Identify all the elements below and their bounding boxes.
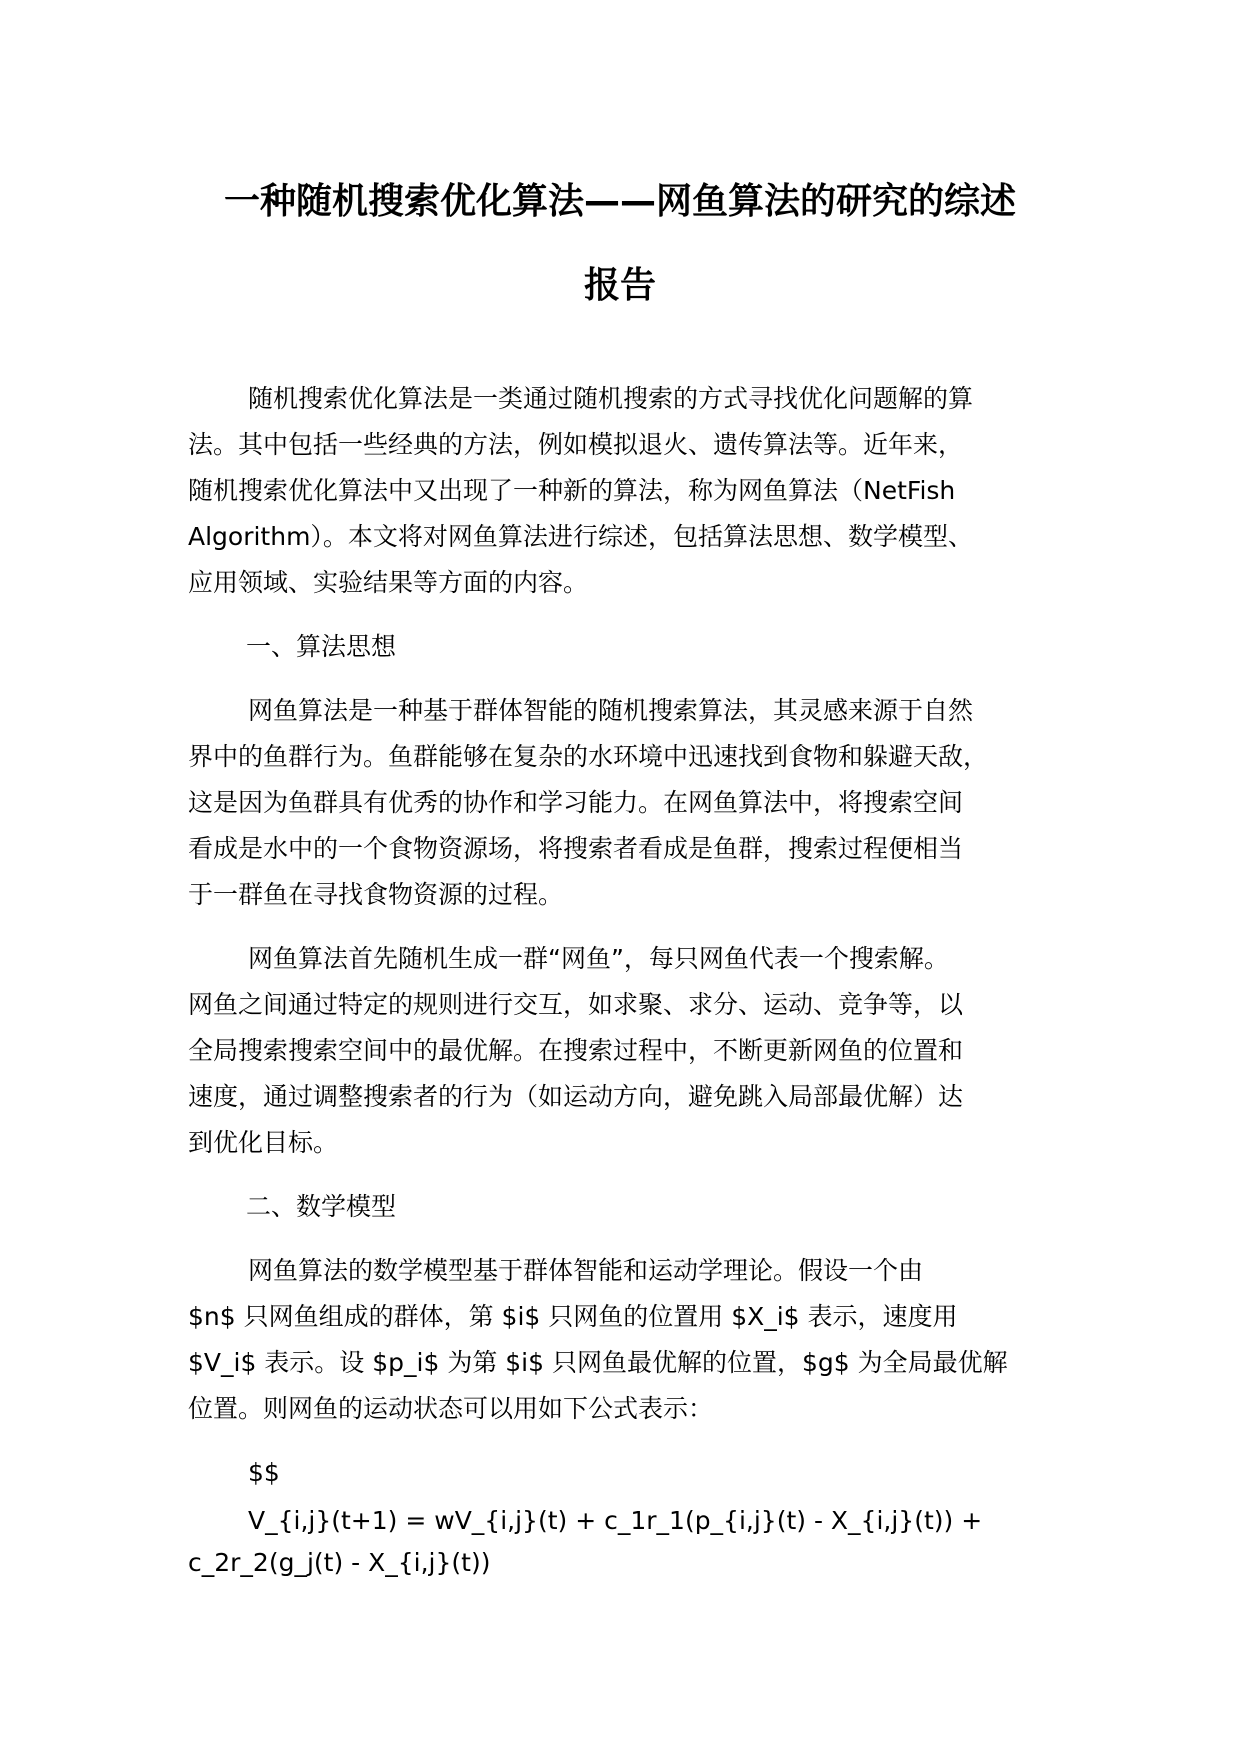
document-title-line-2: 报告 xyxy=(583,265,656,306)
paragraph-line: 网鱼算法是一种基于群体智能的随机搜索算法，其灵感来源于自然 xyxy=(248,696,974,725)
intro-line: 法。其中包括一些经典的方法，例如模拟退火、遗传算法等。近年来， xyxy=(188,430,964,459)
intro-paragraph xyxy=(188,376,1068,606)
paragraph-line: 看成是水中的一个食物资源场，将搜索者看成是鱼群，搜索过程便相当 xyxy=(188,834,964,863)
paragraph-line: 全局搜索搜索空间中的最优解。在搜索过程中，不断更新网鱼的位置和 xyxy=(188,1036,964,1065)
section-1-paragraph-2 xyxy=(188,936,1068,1166)
document-body xyxy=(188,376,1068,1584)
section-1-paragraph-1 xyxy=(188,688,1068,918)
paragraph-line: 界中的鱼群行为。鱼群能够在复杂的水环境中迅速找到食物和躲避天敌， xyxy=(188,742,989,771)
paragraph-line: 这是因为鱼群具有优秀的协作和学习能力。在网鱼算法中，将搜索空间 xyxy=(188,788,964,817)
paragraph-line: 于一群鱼在寻找食物资源的过程。 xyxy=(188,880,564,909)
intro-line: 随机搜索优化算法中又出现了一种新的算法，称为网鱼算法（NetFish xyxy=(188,476,956,505)
paragraph-line: $n$ 只网鱼组成的群体，第 $i$ 只网鱼的位置用 $X_i$ 表示，速度用 xyxy=(188,1302,958,1331)
section-2-paragraph-1 xyxy=(188,1248,1068,1432)
paragraph-line: 网鱼之间通过特定的规则进行交互，如求聚、求分、运动、竞争等，以 xyxy=(188,990,964,1019)
formula-line: V_{i,j}(t+1) = wV_{i,j}(t) + c_1r_1(p_{i,j}(t) - X_{i,j}(t)) + xyxy=(248,1506,983,1535)
document-title-line-1: 一种随机搜索优化算法——网鱼算法的研究的综述 xyxy=(223,181,1016,222)
formula-line: c_2r_2(g_j(t) - X_{i,j}(t)) xyxy=(188,1548,491,1577)
paragraph-line: 网鱼算法的数学模型基于群体智能和运动学理论。假设一个由 xyxy=(248,1256,924,1285)
paragraph-line: 速度，通过调整搜索者的行为（如运动方向，避免跳入局部最优解）达 xyxy=(188,1082,964,1111)
intro-line: Algorithm）。本文将对网鱼算法进行综述，包括算法思想、数学模型、 xyxy=(188,522,973,551)
velocity-formula xyxy=(188,1500,1068,1584)
formula-delimiter: $$ xyxy=(248,1458,280,1487)
intro-line: 随机搜索优化算法是一类通过随机搜索的方式寻找优化问题解的算 xyxy=(248,384,974,413)
paragraph-line: $V_i$ 表示。设 $p_i$ 为第 $i$ 只网鱼最优解的位置，$g$ 为全局最优解 xyxy=(188,1348,1008,1377)
paragraph-line: 网鱼算法首先随机生成一群“网鱼”，每只网鱼代表一个搜索解。 xyxy=(248,944,949,973)
intro-line: 应用领域、实验结果等方面的内容。 xyxy=(188,568,589,597)
paragraph-line: 位置。则网鱼的运动状态可以用如下公式表示： xyxy=(188,1394,714,1423)
section-1-heading: 一、算法思想 xyxy=(246,632,397,661)
paragraph-line: 到优化目标。 xyxy=(188,1128,339,1157)
section-2-heading: 二、数学模型 xyxy=(246,1192,397,1221)
